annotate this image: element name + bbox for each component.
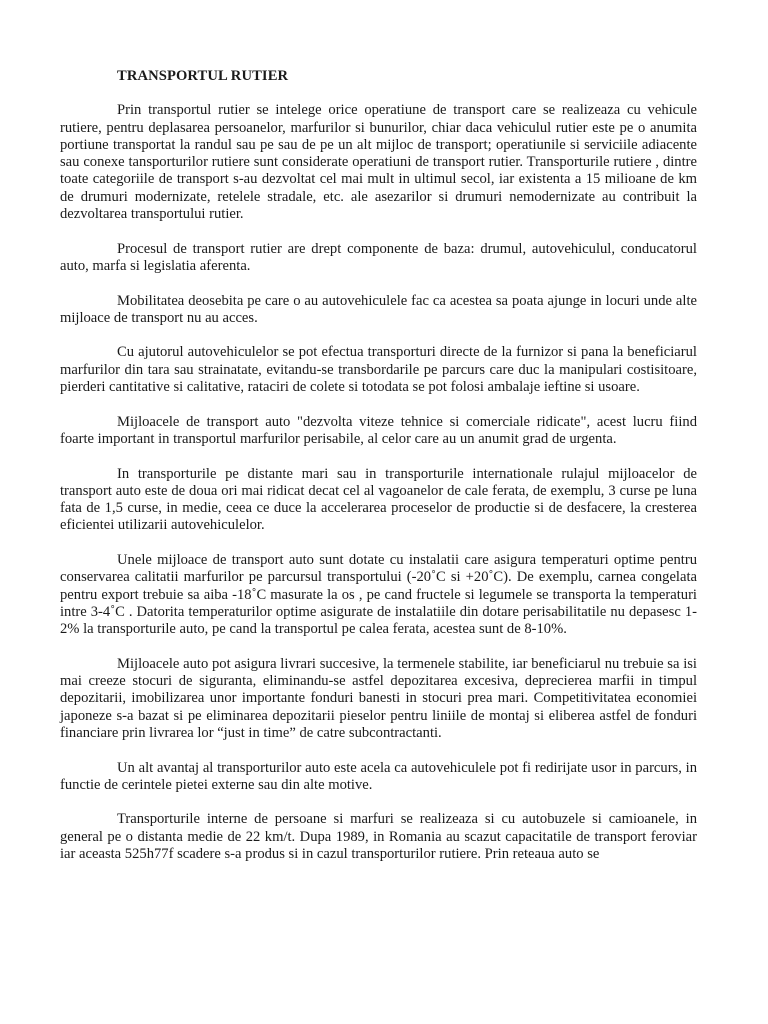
paragraph: Un alt avantaj al transporturilor auto este acela ca autovehiculele pot fi redirijate usor in parcurs, in functie de cerintele pietei externe sau din alte motive. xyxy=(60,759,697,793)
document-page xyxy=(60,68,697,881)
paragraph: Mijloacele de transport auto "dezvolta viteze tehnice si comerciale ridicate", acest lucru fiind foarte important in transportul marfurilor perisabile, al celor care au un anumit grad de urgenta. xyxy=(60,413,697,447)
paragraph: Unele mijloace de transport auto sunt dotate cu instalatii care asigura temperaturi optime pentru conservarea calitatii marfurilor pe parcursul transportului (-20˚C si +20˚C). De exemplu, carnea congelata pentru export trebuie sa aiba -18˚C masurate la os , pe cand fructele si legumele se transporta la temperaturi intre 3-4˚C . Datorita temperaturilor optime asigurate de instalatiile din dotare perisabilitatile nu depasesc 1-2% la transporturile auto, pe cand la transportul pe calea ferata, acestea sunt de 8-10%. xyxy=(60,552,697,638)
paragraph: Cu ajutorul autovehiculelor se pot efectua transporturi directe de la furnizor si pana la beneficiarul marfurilor din tara sau strainatate, evitandu-se transbordarile pe parcurs care duc la manipulari costisitoare, pierderi cantitative si calitative, rataciri de colete si totodata se pot folosi ambalaje ieftine si usoare. xyxy=(60,344,697,396)
document-title: TRANSPORTUL RUTIER xyxy=(117,68,289,84)
paragraph: Prin transportul rutier se intelege orice operatiune de transport care se realizeaza cu vehicule rutiere, pentru deplasarea persoanelor, marfurilor si bunurilor, chiar daca vehiculul rutier este pe o anumita portiune transportat la randul sau pe sau de pe un alt mijloc de transport; operatiunile si serviciile adiacente sau conexe tansporturilor rutiere sunt considerate operatiuni de transport rutier. Transporturile rutiere , dintre toate categoriile de transport s-au dezvoltat cel mai mult in ultimul secol, iar existenta a 15 milioane de km de drumuri modernizate, retelele stradale, etc. ale asezarilor si drumuri nemodernizate au contribuit la dezvoltarea transportului rutier. xyxy=(60,102,697,223)
paragraph: In transporturile pe distante mari sau in transporturile internationale rulajul mijloacelor de transport auto este de doua ori mai ridicat decat cel al vagoanelor de cale ferata, de exemplu, 3 curse pe luna fata de 1,5 curse, in medie, ceea ce duce la accelerarea proceselor de productie si de desfacere, la cresterea eficientei utilizarii autovehiculelor. xyxy=(60,465,697,534)
paragraph: Mijloacele auto pot asigura livrari succesive, la termenele stabilite, iar beneficiarul nu trebuie sa isi mai creeze stocuri de siguranta, eliminandu-se astfel depozitarea excesiva, deprecierea marfii in timpul depozitarii, imobilizarea unor importante fonduri banesti in stocuri prea mari. Competitivitatea economiei japoneze s-a bazat si pe eliminarea depozitarii pieselor pentru liniile de montaj si eliberea astfel de fonduri financiare prin livrarea lor “just in time” de catre subcontractanti. xyxy=(60,655,697,741)
paragraph: Transporturile interne de persoane si marfuri se realizeaza si cu autobuzele si camioanele, in general pe o distanta medie de 22 km/t. Dupa 1989, in Romania au scazut capacitatile de transport feroviar iar aceasta 525h77f scadere s-a produs si in cazul transporturilor rutiere. Prin reteaua auto se xyxy=(60,811,697,863)
paragraph: Procesul de transport rutier are drept componente de baza: drumul, autovehiculul, conducatorul auto, marfa si legislatia aferenta. xyxy=(60,240,697,274)
paragraph: Mobilitatea deosebita pe care o au autovehiculele fac ca acestea sa poata ajunge in locuri unde alte mijloace de transport nu au acces. xyxy=(60,292,697,326)
